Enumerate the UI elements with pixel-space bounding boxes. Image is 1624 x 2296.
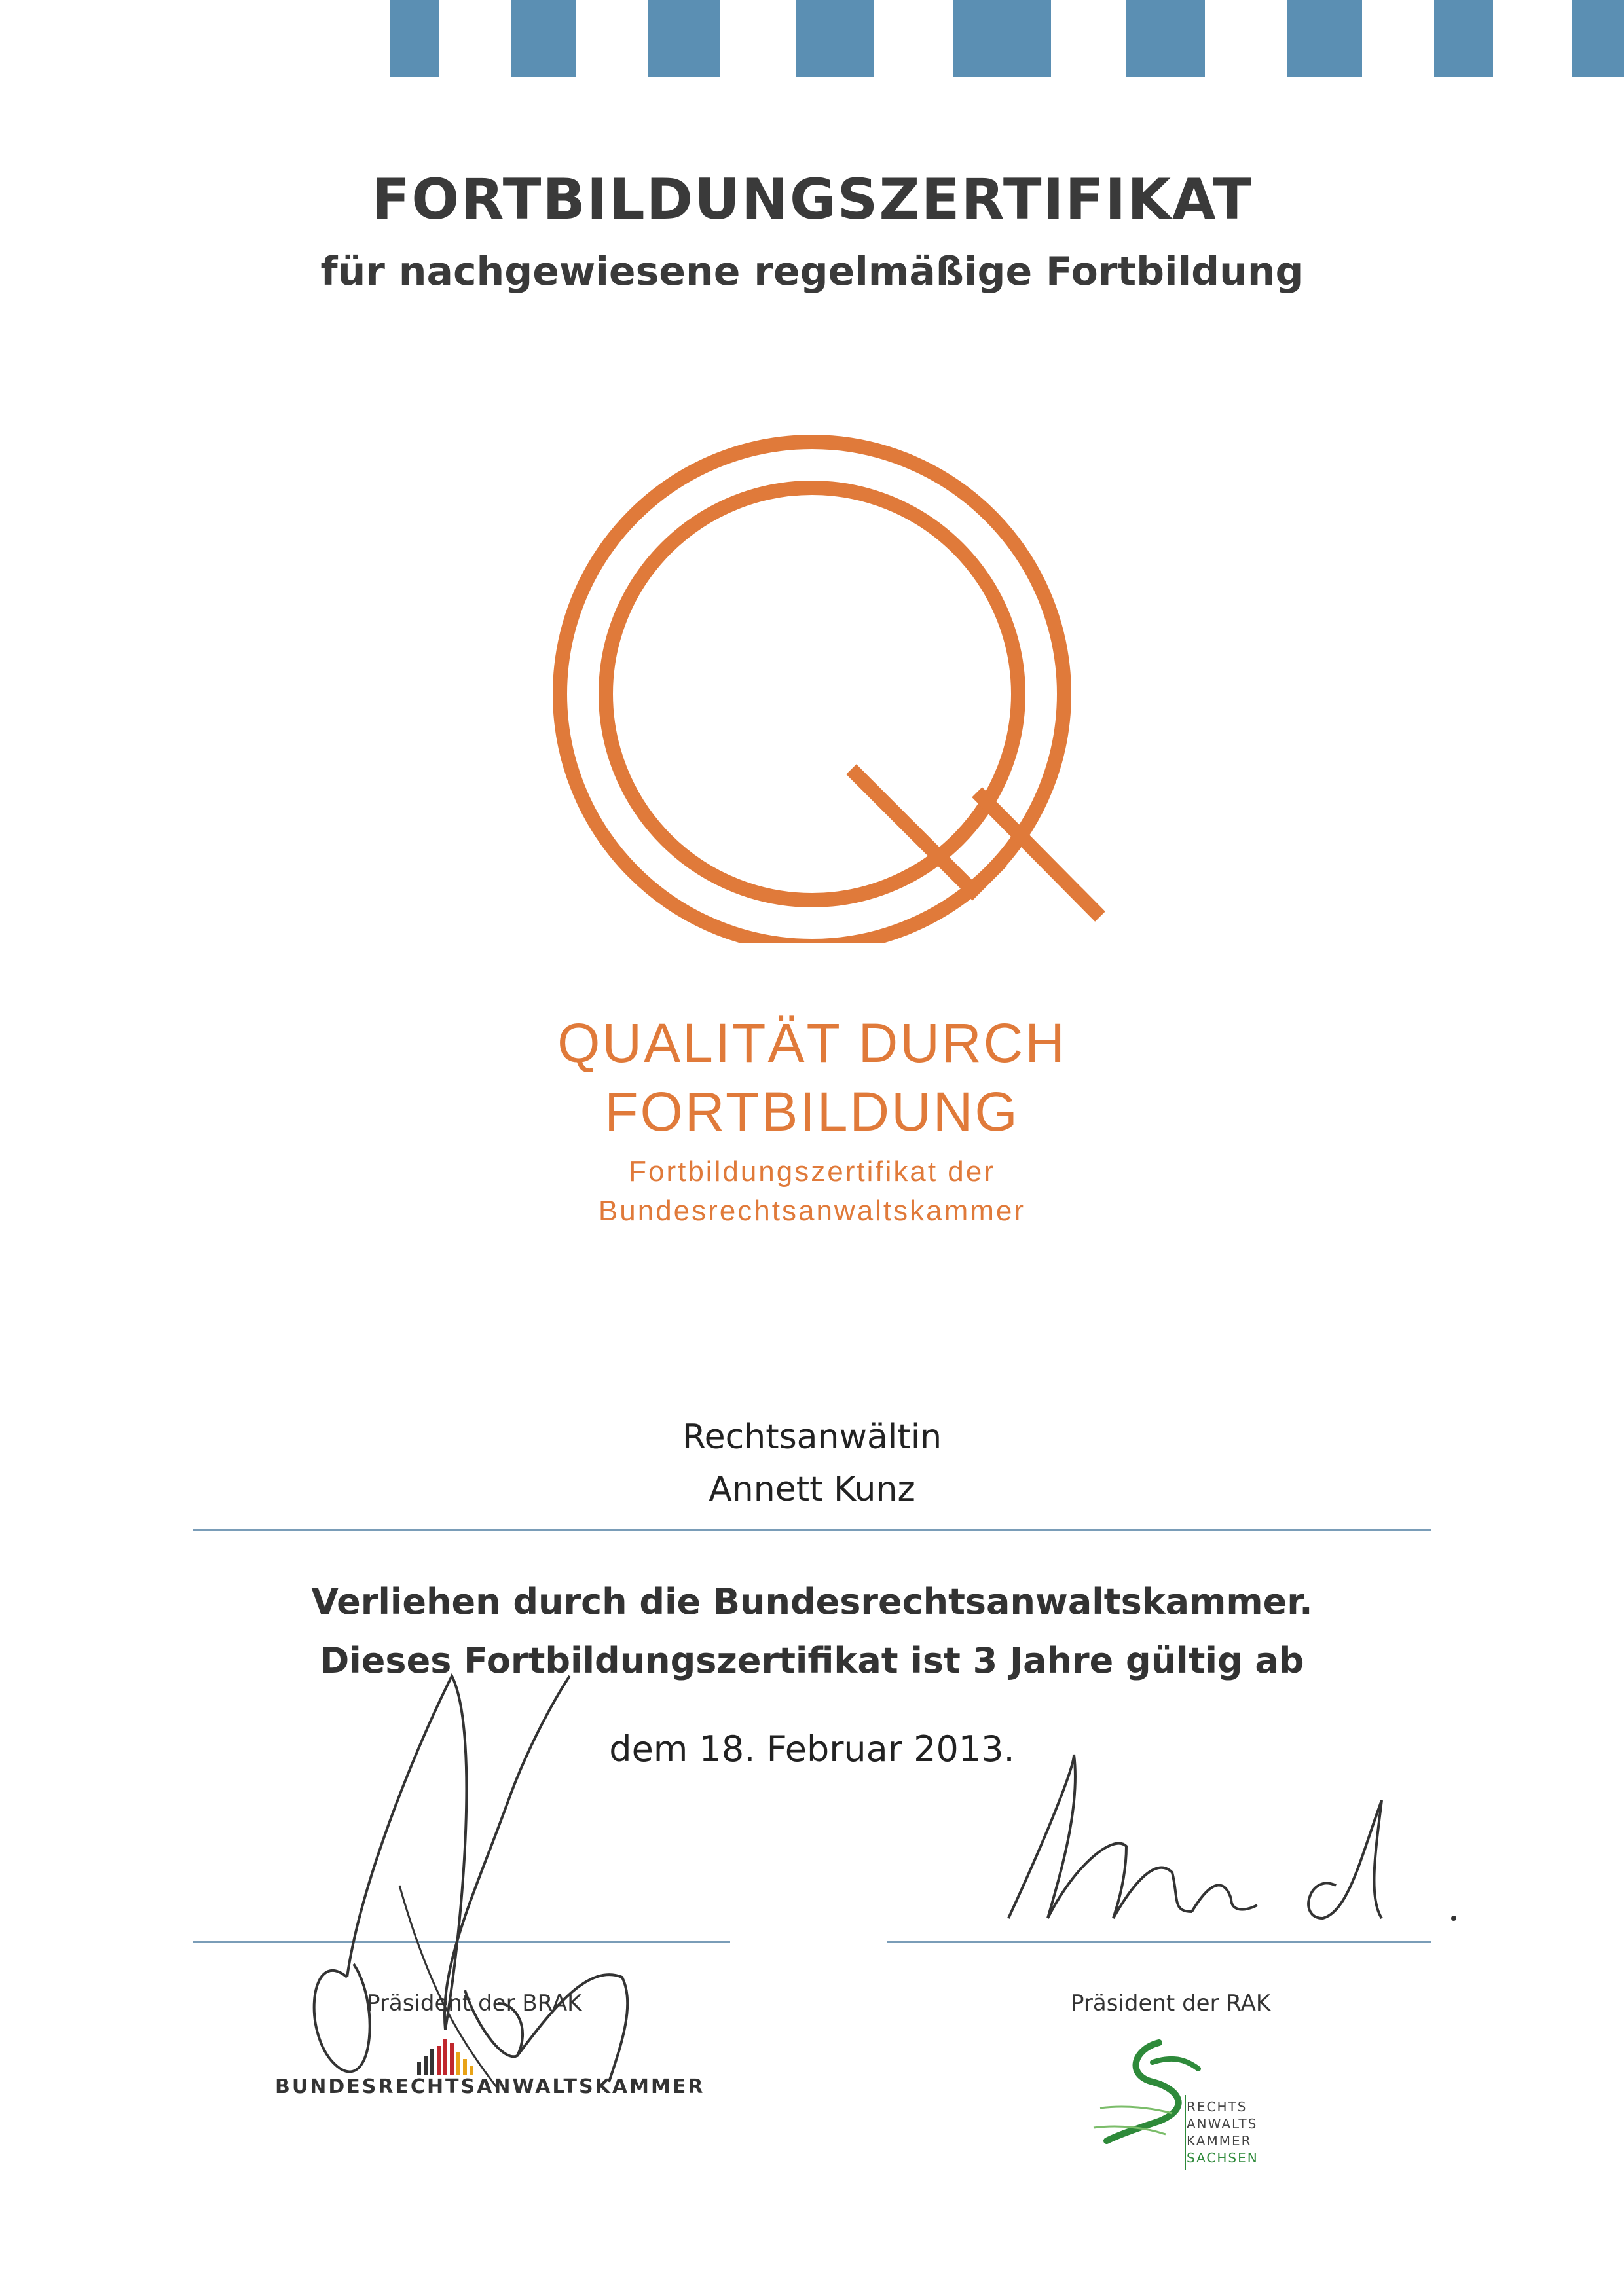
quality-q-icon: [537, 419, 1126, 943]
top-square: [1287, 0, 1362, 77]
rak-wordmark-line2: ANWALTS: [1187, 2116, 1258, 2132]
certificate-title: FORTBILDUNGSZERTIFIKAT: [371, 167, 1253, 232]
top-square: [796, 0, 874, 77]
quality-subtitle-line1: Fortbildungszertifikat der: [629, 1156, 995, 1188]
award-text-line2: Dieses Fortbildungszertifikat ist 3 Jahre gültig ab: [320, 1640, 1304, 1681]
quality-subtitle-line2: Bundesrechtsanwaltskammer: [598, 1195, 1026, 1227]
rak-wordmark-line1: RECHTS: [1187, 2099, 1247, 2115]
recipient-title: Rechtsanwältin: [682, 1417, 942, 1457]
quality-title-line2: FORTBILDUNG: [604, 1081, 1020, 1142]
recipient-divider: [193, 1529, 1431, 1531]
top-decorative-bar: [0, 0, 1624, 79]
signature-line-left: [193, 1941, 730, 1943]
top-square: [511, 0, 576, 77]
top-square: [1572, 0, 1624, 77]
brak-wordmark: BUNDESRECHTSANWALTSKAMMER: [275, 2075, 705, 2098]
top-square: [1126, 0, 1205, 77]
certificate-subtitle: für nachgewiesene regelmäßige Fortbildung: [320, 249, 1304, 295]
top-square: [953, 0, 1051, 77]
recipient-name: Annett Kunz: [709, 1470, 915, 1509]
quality-title-line1: QUALITÄT DURCH: [557, 1012, 1067, 1074]
brak-president-label: Präsident der BRAK: [367, 1990, 582, 2016]
top-square: [648, 0, 720, 77]
top-square: [390, 0, 439, 77]
rak-wordmark-line4: SACHSEN: [1187, 2150, 1259, 2166]
rak-wordmark: [1187, 2098, 1259, 2166]
rak-president-label: Präsident der RAK: [1071, 1990, 1271, 2016]
signature-line-right: [887, 1941, 1431, 1943]
top-square: [1434, 0, 1493, 77]
award-text-line1: Verliehen durch die Bundesrechtsanwaltskammer.: [311, 1581, 1313, 1622]
brak-bars-icon: [275, 2023, 655, 2115]
rak-wordmark-line3: KAMMER: [1187, 2133, 1252, 2149]
award-date: dem 18. Februar 2013.: [609, 1728, 1015, 1770]
